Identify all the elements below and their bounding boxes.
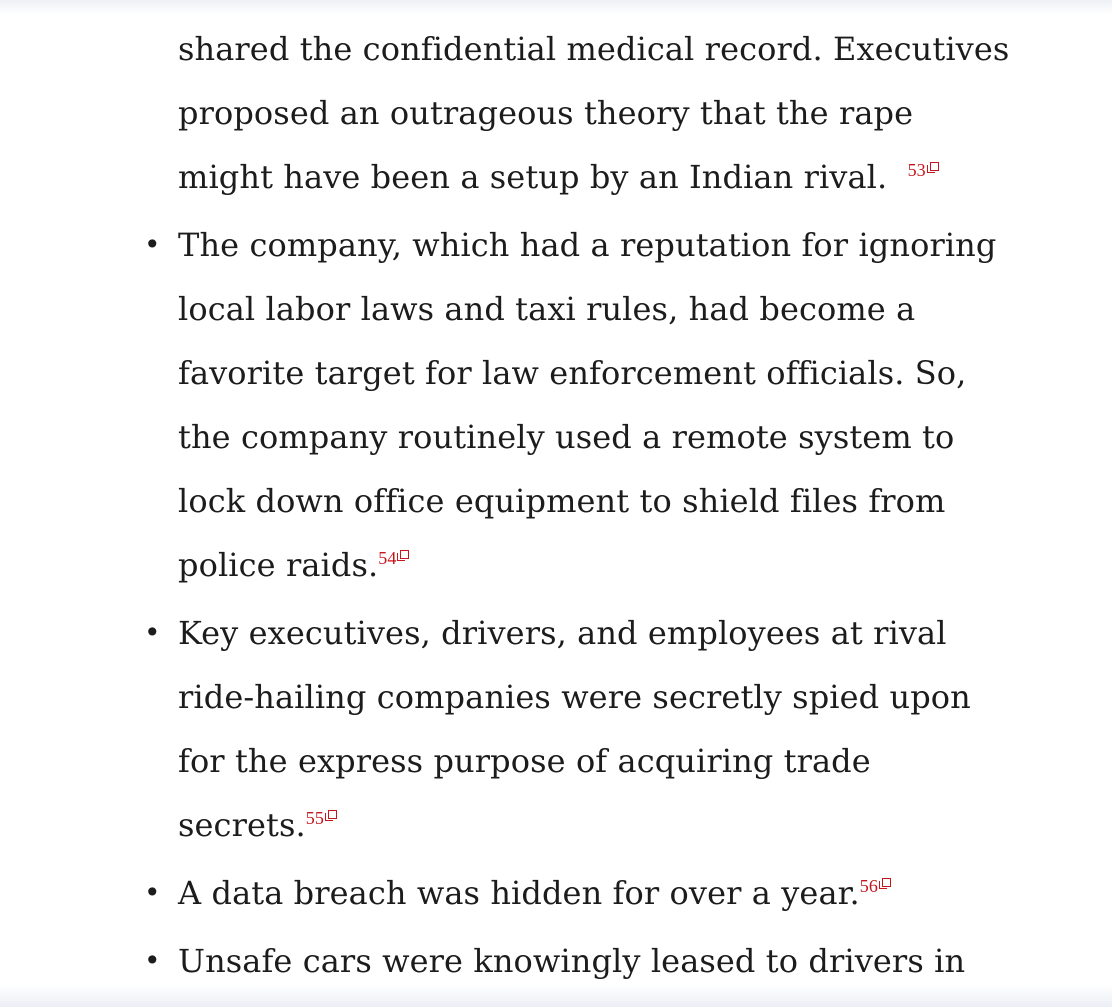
text-line: might have been a setup by an Indian rival. (178, 158, 888, 196)
text-line: Key executives, drivers, and employees at rival (178, 614, 947, 652)
text-line: The company, which had a reputation for ignoring (178, 226, 997, 264)
footnote-number: 56 (859, 876, 878, 896)
text-line: favorite target for law enforcement officials. So, (178, 354, 967, 392)
text-line: ride-hailing companies were secretly spied upon (178, 678, 971, 716)
text-line: Unsafe cars were knowingly leased to drivers in (178, 942, 966, 980)
bullet-dot: • (144, 616, 161, 649)
popup-icon (397, 550, 409, 562)
text-line-with-footnote (178, 157, 939, 197)
footnote-number: 54 (378, 548, 397, 568)
text-line: lock down office equipment to shield files from (178, 482, 946, 520)
text-line: shared the confidential medical record. Executives (178, 30, 1010, 68)
text-line: for the express purpose of acquiring trade (178, 742, 871, 780)
text-line: local labor laws and taxi rules, had become a (178, 290, 916, 328)
popup-icon (325, 810, 337, 822)
text-line-with-footnote (178, 805, 337, 845)
popup-icon (879, 878, 891, 890)
bottom-scroll-fade (0, 985, 1112, 1007)
text-line: secrets. (178, 806, 306, 844)
bullet-dot: • (144, 876, 161, 909)
text-line: A data breach was hidden for over a year. (178, 874, 860, 912)
footnote-link-53[interactable] (907, 160, 939, 180)
footnote-link-55[interactable] (305, 808, 337, 828)
footnote-link-54[interactable] (378, 548, 409, 568)
bullet-dot: • (144, 228, 161, 261)
text-line: the company routinely used a remote system to (178, 418, 955, 456)
top-scroll-fade (0, 0, 1112, 14)
bullet-dot: • (144, 944, 161, 977)
text-line: police raids. (178, 546, 379, 584)
footnote-link-56[interactable] (859, 876, 891, 896)
footnote-number: 55 (305, 808, 324, 828)
text-line: proposed an outrageous theory that the rape (178, 94, 914, 132)
footnote-number: 53 (907, 160, 926, 180)
text-line-with-footnote (178, 873, 891, 913)
text-line-with-footnote (178, 545, 409, 585)
popup-icon (927, 162, 939, 174)
